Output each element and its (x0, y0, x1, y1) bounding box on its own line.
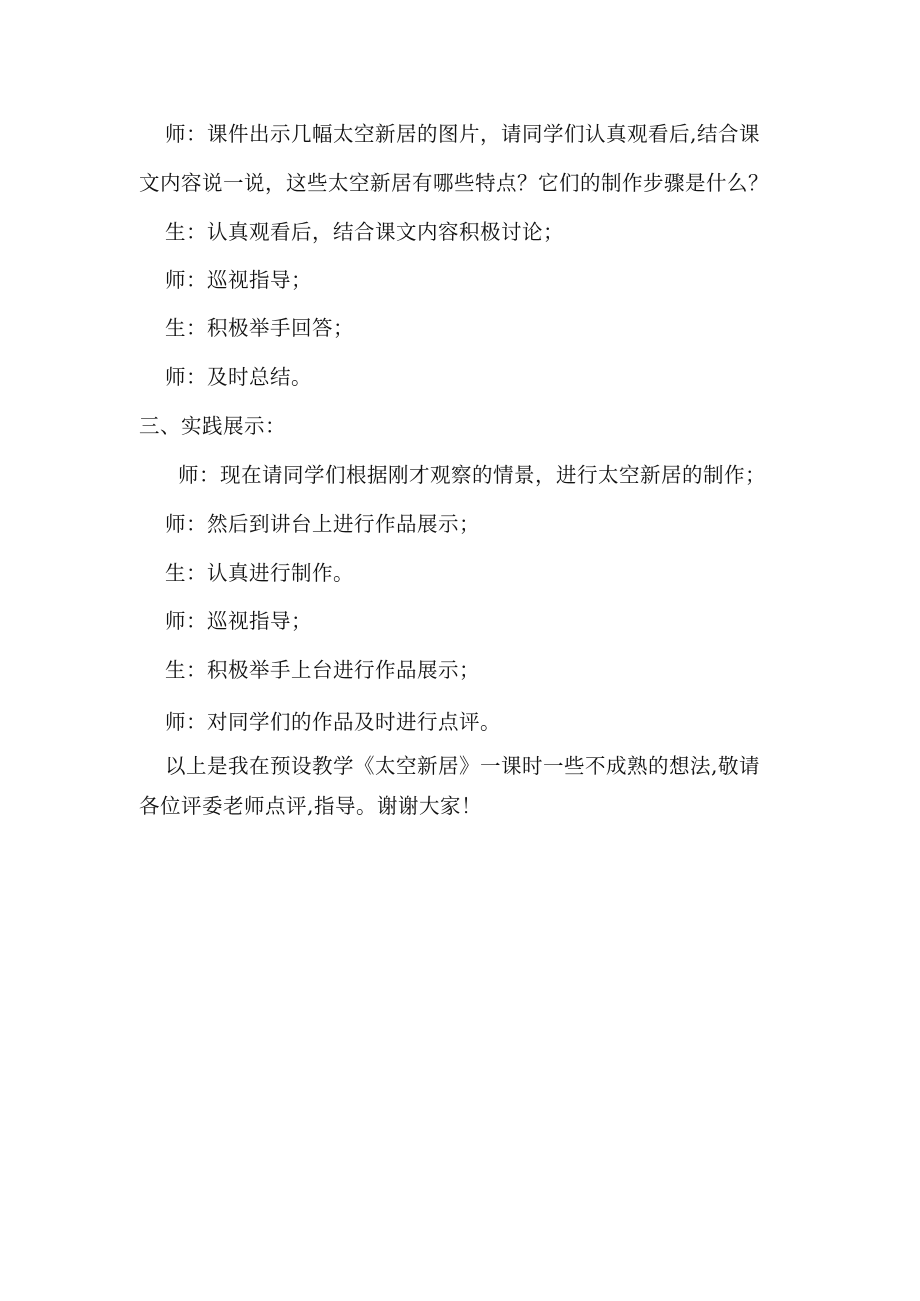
student-line-present: 生：积极举手上台进行作品展示； (165, 658, 480, 682)
teacher-line-present: 师：然后到讲台上进行作品展示； (165, 512, 480, 536)
closing-paragraph-cont: 各位评委老师点评,指导。谢谢大家！ (139, 794, 483, 818)
teacher-line-patrol-2: 师：巡视指导； (165, 609, 312, 633)
teacher-line-summary: 师：及时总结。 (165, 365, 312, 389)
teacher-line-patrol: 师：巡视指导； (165, 268, 312, 292)
student-line-discuss: 生：认真观看后，结合课文内容积极讨论； (165, 220, 564, 244)
teacher-line-show-pictures-cont: 文内容说一说，这些太空新居有哪些特点？它们的制作步骤是什么？ (139, 171, 769, 195)
teacher-line-review: 师：对同学们的作品及时进行点评。 (165, 710, 501, 734)
student-line-answer: 生：积极举手回答； (165, 316, 354, 340)
student-line-make: 生：认真进行制作。 (165, 561, 354, 585)
teacher-line-show-pictures: 师：课件出示几幅太空新居的图片，请同学们认真观看后,结合课 (165, 122, 761, 146)
section-heading-practice: 三、实践展示： (139, 414, 286, 438)
teacher-line-make: 师：现在请同学们根据刚才观察的情景，进行太空新居的制作； (178, 463, 766, 487)
closing-paragraph: 以上是我在预设教学《太空新居》一课时一些不成熟的想法,敬请 (165, 754, 761, 778)
